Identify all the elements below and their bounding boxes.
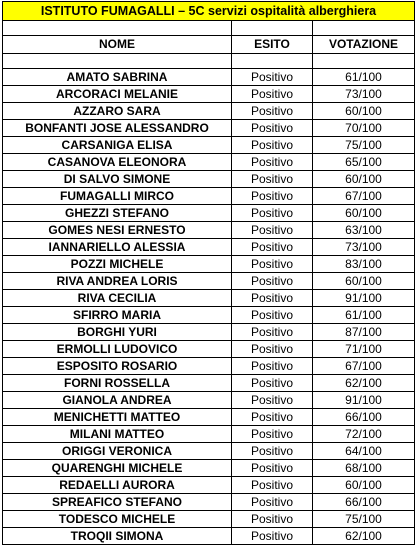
column-header-esito: ESITO [232,36,313,54]
esito-cell: Positivo [232,307,313,324]
student-name-cell: AMATO SABRINA [3,69,232,86]
student-name-cell: ESPOSITO ROSARIO [3,358,232,375]
table-row [3,443,415,460]
empty-cell [313,54,415,69]
esito-cell: Positivo [232,188,313,205]
student-name-cell: ARCORACI MELANIE [3,86,232,103]
empty-cell [232,21,313,36]
empty-cell [313,21,415,36]
spacer-row [3,21,415,36]
votazione-cell: 60/100 [313,273,415,290]
votazione-cell: 61/100 [313,307,415,324]
student-name-cell: MENICHETTI MATTEO [3,409,232,426]
esito-cell: Positivo [232,358,313,375]
esito-cell: Positivo [232,511,313,528]
esito-cell: Positivo [232,528,313,545]
votazione-cell: 83/100 [313,256,415,273]
votazione-cell: 87/100 [313,324,415,341]
votazione-cell: 64/100 [313,443,415,460]
esito-cell: Positivo [232,460,313,477]
student-name-cell: BONFANTI JOSE ALESSANDRO [3,120,232,137]
empty-cell [3,54,232,69]
student-name-cell: GOMES NESI ERNESTO [3,222,232,239]
student-name-cell: RIVA CECILIA [3,290,232,307]
student-name-cell: AZZARO SARA [3,103,232,120]
student-name-cell: IANNARIELLO ALESSIA [3,239,232,256]
votazione-cell: 66/100 [313,494,415,511]
student-name-cell: CARSANIGA ELISA [3,137,232,154]
votazione-cell: 91/100 [313,290,415,307]
table-row [3,137,415,154]
table-row [3,358,415,375]
votazione-cell: 73/100 [313,86,415,103]
column-header-votazione: VOTAZIONE [313,36,415,54]
esito-cell: Positivo [232,171,313,188]
table-row [3,460,415,477]
table-row [3,290,415,307]
table-row [3,324,415,341]
votazione-cell: 67/100 [313,358,415,375]
votazione-cell: 60/100 [313,103,415,120]
esito-cell: Positivo [232,375,313,392]
votazione-cell: 66/100 [313,409,415,426]
votazione-cell: 60/100 [313,171,415,188]
sheet-title: ISTITUTO FUMAGALLI – 5C servizi ospitalità alberghiera [3,2,415,21]
student-name-cell: ORIGGI VERONICA [3,443,232,460]
table-row [3,375,415,392]
esito-cell: Positivo [232,120,313,137]
esito-cell: Positivo [232,137,313,154]
student-name-cell: TROQII SIMONA [3,528,232,545]
empty-cell [3,21,232,36]
esito-cell: Positivo [232,256,313,273]
esito-cell: Positivo [232,324,313,341]
column-header-name: NOME [3,36,232,54]
votazione-cell: 60/100 [313,205,415,222]
spacer-row [3,54,415,69]
table-row [3,154,415,171]
esito-cell: Positivo [232,409,313,426]
student-name-cell: DI SALVO SIMONE [3,171,232,188]
table-row [3,409,415,426]
student-name-cell: REDAELLI AURORA [3,477,232,494]
votazione-cell: 71/100 [313,341,415,358]
esito-cell: Positivo [232,392,313,409]
student-name-cell: FORNI ROSSELLA [3,375,232,392]
votazione-cell: 62/100 [313,375,415,392]
table-row [3,103,415,120]
esito-cell: Positivo [232,290,313,307]
student-name-cell: BORGHI YURI [3,324,232,341]
title-row [3,2,415,21]
results-table-body [3,2,415,545]
student-name-cell: MILANI MATTEO [3,426,232,443]
votazione-cell: 60/100 [313,477,415,494]
esito-cell: Positivo [232,494,313,511]
table-row [3,477,415,494]
empty-cell [232,54,313,69]
student-name-cell: GIANOLA ANDREA [3,392,232,409]
esito-cell: Positivo [232,477,313,494]
votazione-cell: 61/100 [313,69,415,86]
esito-cell: Positivo [232,103,313,120]
esito-cell: Positivo [232,239,313,256]
table-row [3,120,415,137]
votazione-cell: 62/100 [313,528,415,545]
table-row [3,392,415,409]
esito-cell: Positivo [232,69,313,86]
esito-cell: Positivo [232,154,313,171]
votazione-cell: 68/100 [313,460,415,477]
table-row [3,86,415,103]
votazione-cell: 75/100 [313,137,415,154]
votazione-cell: 91/100 [313,392,415,409]
esito-cell: Positivo [232,222,313,239]
table-row [3,426,415,443]
student-name-cell: POZZI MICHELE [3,256,232,273]
votazione-cell: 75/100 [313,511,415,528]
table-row [3,188,415,205]
votazione-cell: 65/100 [313,154,415,171]
table-row [3,511,415,528]
esito-cell: Positivo [232,86,313,103]
student-name-cell: QUARENGHI MICHELE [3,460,232,477]
table-row [3,256,415,273]
votazione-cell: 70/100 [313,120,415,137]
table-row [3,222,415,239]
student-name-cell: SFIRRO MARIA [3,307,232,324]
table-row [3,273,415,290]
table-row [3,171,415,188]
results-table [2,1,415,545]
student-name-cell: TODESCO MICHELE [3,511,232,528]
table-row [3,239,415,256]
table-row [3,307,415,324]
student-name-cell: FUMAGALLI MIRCO [3,188,232,205]
esito-cell: Positivo [232,443,313,460]
table-row [3,205,415,222]
student-name-cell: ERMOLLI LUDOVICO [3,341,232,358]
esito-cell: Positivo [232,341,313,358]
header-row [3,36,415,54]
table-row [3,69,415,86]
student-name-cell: SPREAFICO STEFANO [3,494,232,511]
esito-cell: Positivo [232,426,313,443]
esito-cell: Positivo [232,205,313,222]
student-name-cell: GHEZZI STEFANO [3,205,232,222]
student-name-cell: CASANOVA ELEONORA [3,154,232,171]
votazione-cell: 72/100 [313,426,415,443]
votazione-cell: 63/100 [313,222,415,239]
table-row [3,341,415,358]
votazione-cell: 73/100 [313,239,415,256]
results-sheet [2,1,414,545]
esito-cell: Positivo [232,273,313,290]
student-name-cell: RIVA ANDREA LORIS [3,273,232,290]
votazione-cell: 67/100 [313,188,415,205]
table-row [3,494,415,511]
table-row [3,528,415,545]
